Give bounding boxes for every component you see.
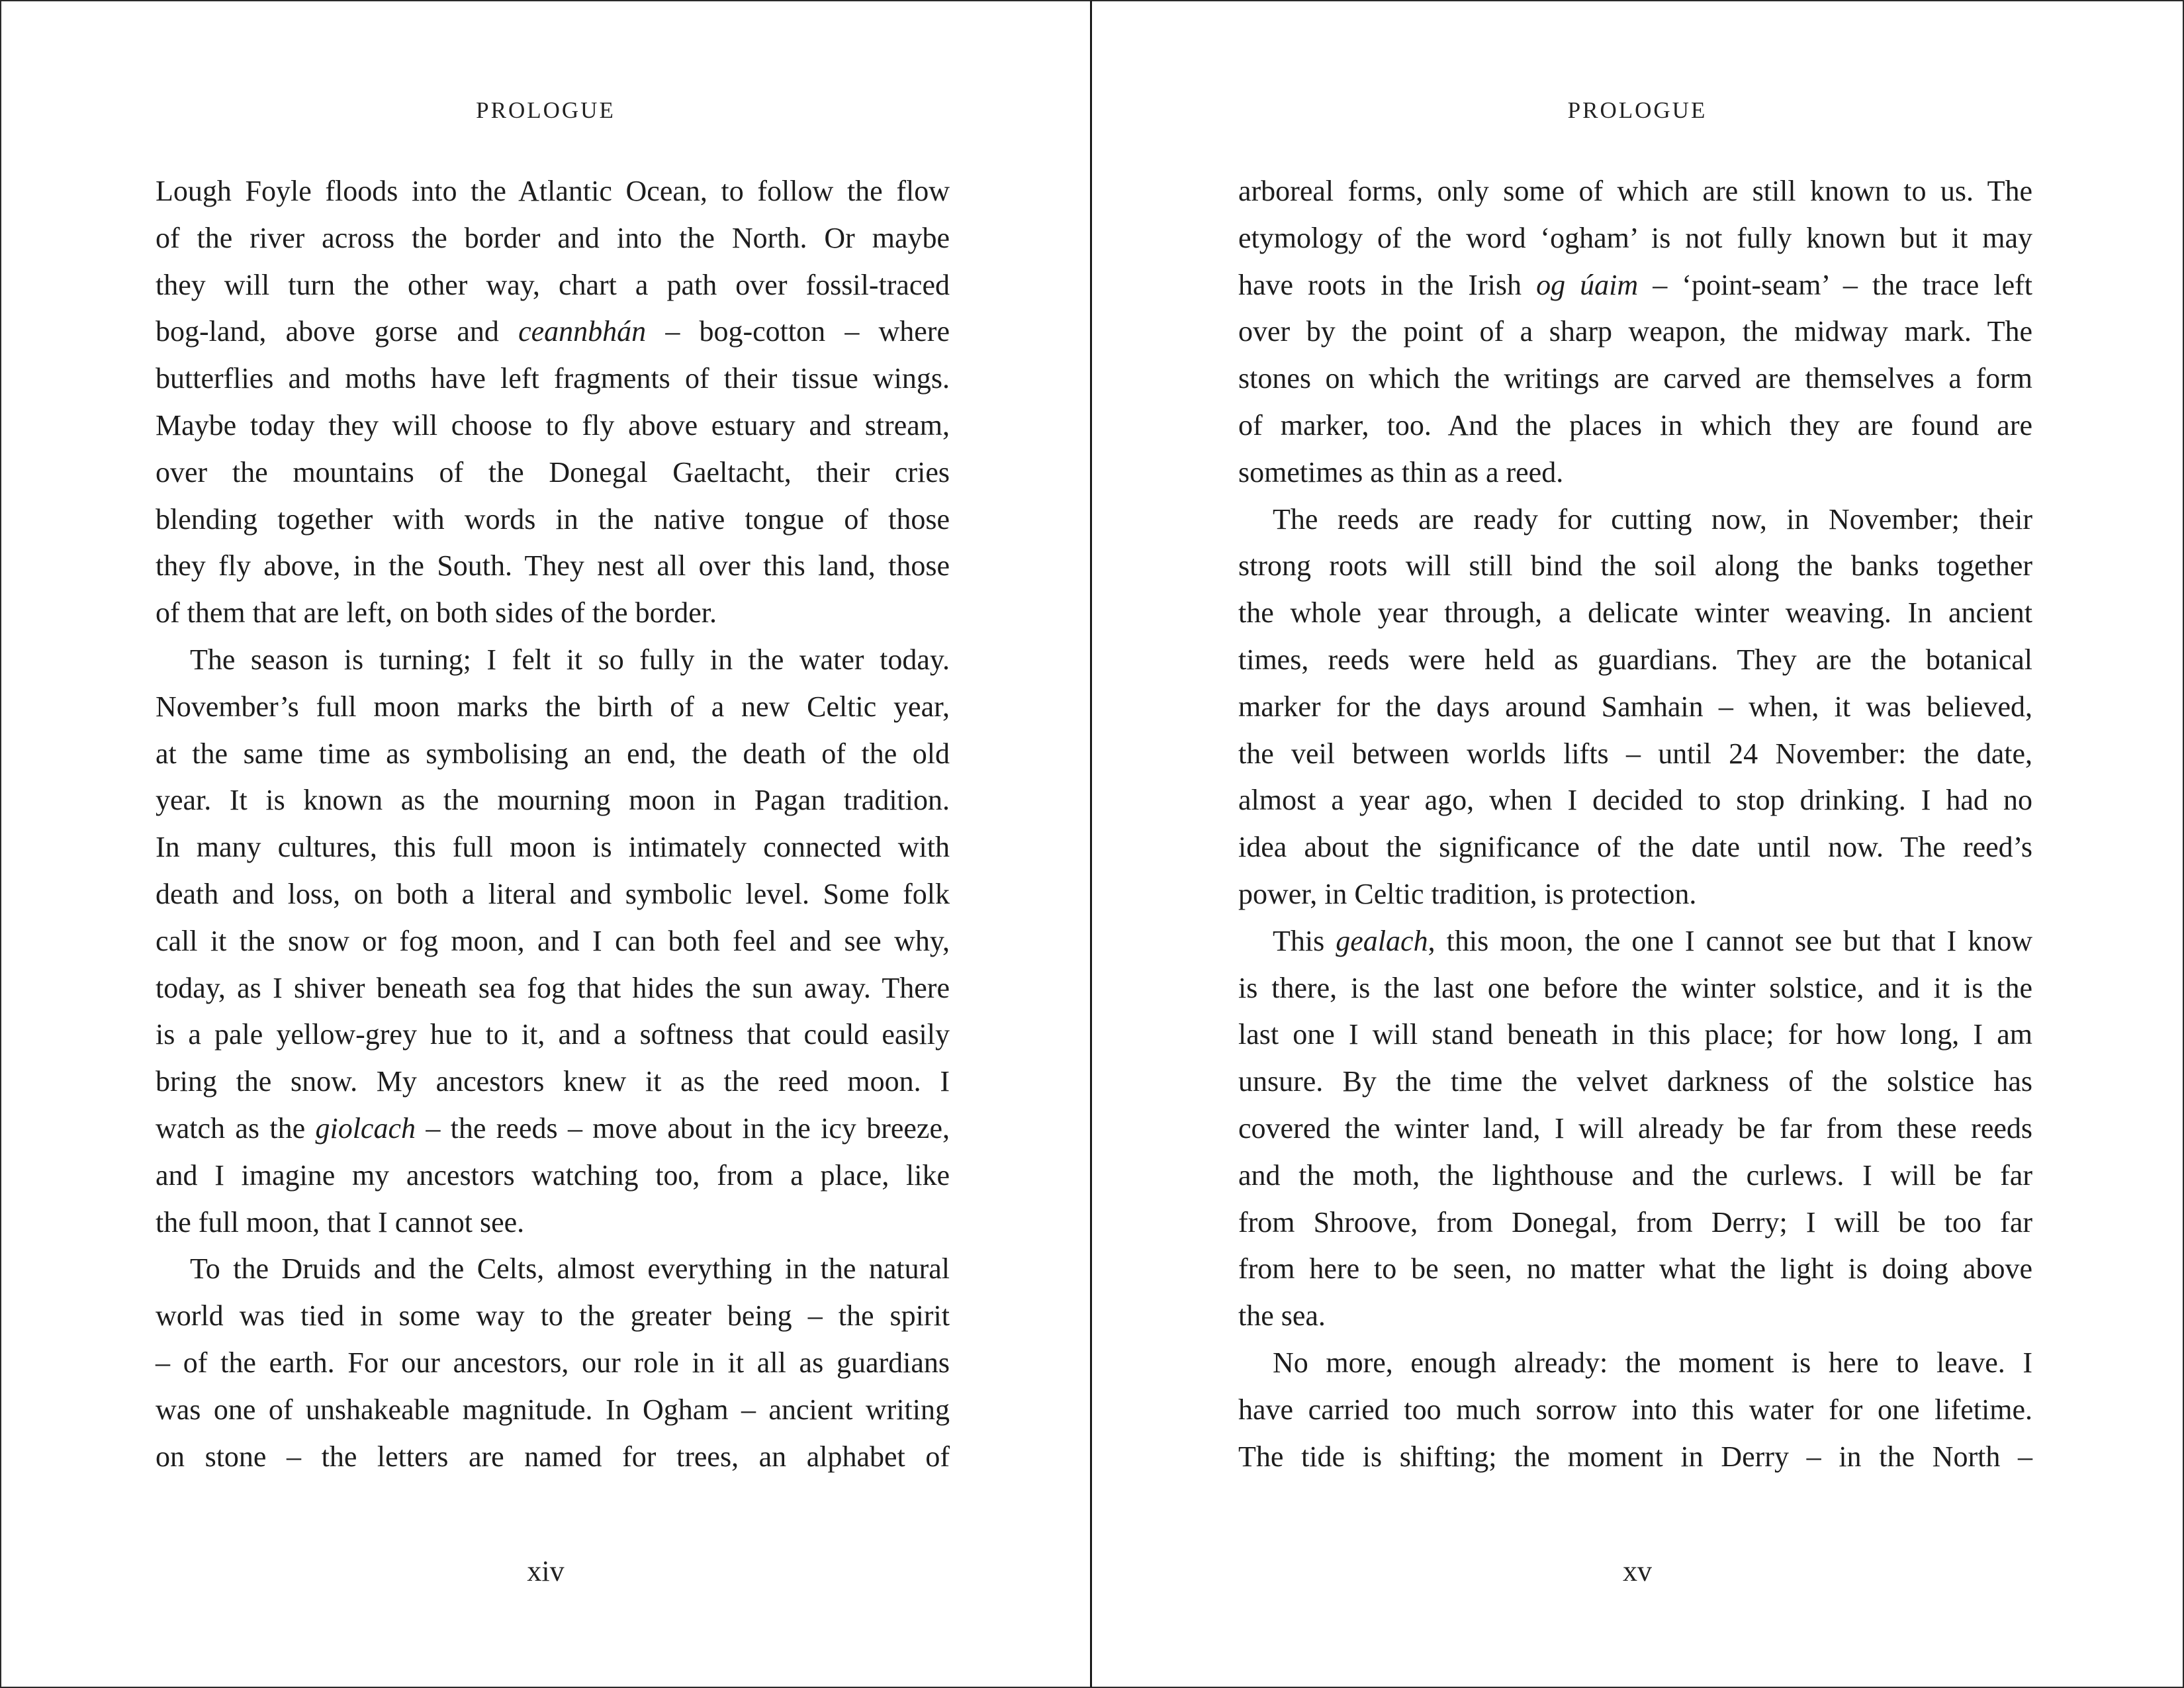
text-line: Maybe today they will choose to fly above estuary and stream, (156, 408, 950, 442)
text-line: arboreal forms, only some of which are still known to us. The (1238, 175, 2032, 207)
text-line: watch as the giolcach – the reeds – move about in the icy breeze, (156, 1111, 950, 1145)
body-text (1238, 168, 2032, 1480)
page-number: xv (1623, 1555, 1652, 1587)
text-line: of the river across the border and into the North. Or maybe (156, 221, 950, 254)
text-line: call it the snow or fog moon, and I can both feel and see why, (156, 924, 950, 957)
text-line: butterflies and moths have left fragments of their tissue wings. (156, 362, 950, 395)
text-line: of them that are left, on both sides of the border. (156, 596, 717, 630)
text-line: power, in Celtic tradition, is protection. (1238, 877, 1697, 910)
text-line: they will turn the other way, chart a path over fossil-traced (156, 268, 950, 301)
right-page (1092, 0, 2184, 1688)
text-line: blending together with words in the native tongue of those (156, 502, 950, 536)
text-line: Lough Foyle floods into the Atlantic Ocean, to follow the flow (156, 175, 950, 207)
text-line: on stone – the letters are named for trees, an alphabet of (156, 1440, 950, 1473)
text-line: was one of unshakeable magnitude. In Ogham – ancient writing (156, 1393, 950, 1426)
body-text (156, 168, 950, 1480)
text-line: at the same time as symbolising an end, the death of the old (156, 737, 950, 770)
text-line: bring the snow. My ancestors knew it as the reed moon. I (156, 1065, 950, 1098)
text-line: the whole year through, a delicate winter weaving. In ancient (1238, 596, 2032, 630)
running-head: PROLOGUE (476, 97, 615, 123)
text-line: covered the winter land, I will already be far from these reeds (1238, 1111, 2032, 1145)
text-line: November’s full moon marks the birth of a new Celtic year, (156, 690, 950, 723)
text-line: they fly above, in the South. They nest all over this land, those (156, 549, 950, 583)
text-line: year. It is known as the mourning moon in Pagan tradition. (156, 784, 950, 817)
text-line: of marker, too. And the places in which they are found are (1238, 408, 2032, 442)
text-line: unsure. By the time the velvet darkness of the solstice has (1238, 1065, 2032, 1098)
text-line: world was tied in some way to the greater being – the spirit (156, 1299, 950, 1333)
text-line: In many cultures, this full moon is intimately connected with (156, 831, 950, 864)
text-line: death and loss, on both a literal and symbolic level. Some folk (156, 877, 950, 910)
page-number: xiv (527, 1555, 565, 1587)
text-line: have roots in the Irish og úaim – ‘point-seam’ – the trace left (1238, 268, 2032, 301)
text-line: No more, enough already: the moment is here to leave. I (1273, 1346, 2032, 1379)
text-line: bog-land, above gorse and ceannbhán – bog-cotton – where (156, 315, 950, 348)
running-head: PROLOGUE (1567, 97, 1707, 123)
text-line: last one I will stand beneath in this place; for how long, I am (1238, 1018, 2032, 1051)
text-line: The reeds are ready for cutting now, in November; their (1273, 502, 2032, 536)
text-line: the full moon, that I cannot see. (156, 1205, 525, 1239)
text-line: the sea. (1238, 1299, 1326, 1333)
text-line: To the Druids and the Celts, almost everything in the natural (190, 1252, 950, 1286)
text-line: idea about the significance of the date until now. The reed’s (1238, 831, 2032, 864)
text-line: over by the point of a sharp weapon, the midway mark. The (1238, 315, 2032, 348)
text-line: This gealach, this moon, the one I cannot see but that I know (1273, 924, 2032, 957)
text-line: and the moth, the lighthouse and the curlews. I will be far (1238, 1158, 2032, 1192)
text-line: have carried too much sorrow into this water for one lifetime. (1238, 1393, 2032, 1426)
text-line: The tide is shifting; the moment in Derry – in the North – (1238, 1440, 2032, 1473)
text-line: strong roots will still bind the soil along the banks together (1238, 549, 2032, 583)
text-line: is a pale yellow-grey hue to it, and a softness that could easily (156, 1018, 950, 1051)
text-line: and I imagine my ancestors watching too, from a place, like (156, 1158, 950, 1192)
text-line: etymology of the word ‘ogham’ is not fully known but it may (1238, 221, 2032, 254)
text-line: from Shroove, from Donegal, from Derry; I will be too far (1238, 1205, 2032, 1239)
text-line: marker for the days around Samhain – when, it was believed, (1238, 690, 2032, 723)
text-line: stones on which the writings are carved are themselves a form (1238, 362, 2032, 395)
text-line: from here to be seen, no matter what the light is doing above (1238, 1252, 2032, 1286)
text-line: today, as I shiver beneath sea fog that hides the sun away. There (156, 971, 950, 1004)
text-line: sometimes as thin as a reed. (1238, 455, 1564, 489)
text-line: times, reeds were held as guardians. They are the botanical (1238, 643, 2032, 676)
text-line: is there, is the last one before the winter solstice, and it is the (1238, 971, 2032, 1004)
text-line: almost a year ago, when I decided to stop drinking. I had no (1238, 784, 2032, 817)
text-line: the veil between worlds lifts – until 24 November: the date, (1238, 737, 2032, 770)
text-line: – of the earth. For our ancestors, our role in it all as guardians (156, 1346, 950, 1379)
text-line: over the mountains of the Donegal Gaeltacht, their cries (156, 455, 950, 489)
text-line: The season is turning; I felt it so fully in the water today. (190, 643, 950, 676)
